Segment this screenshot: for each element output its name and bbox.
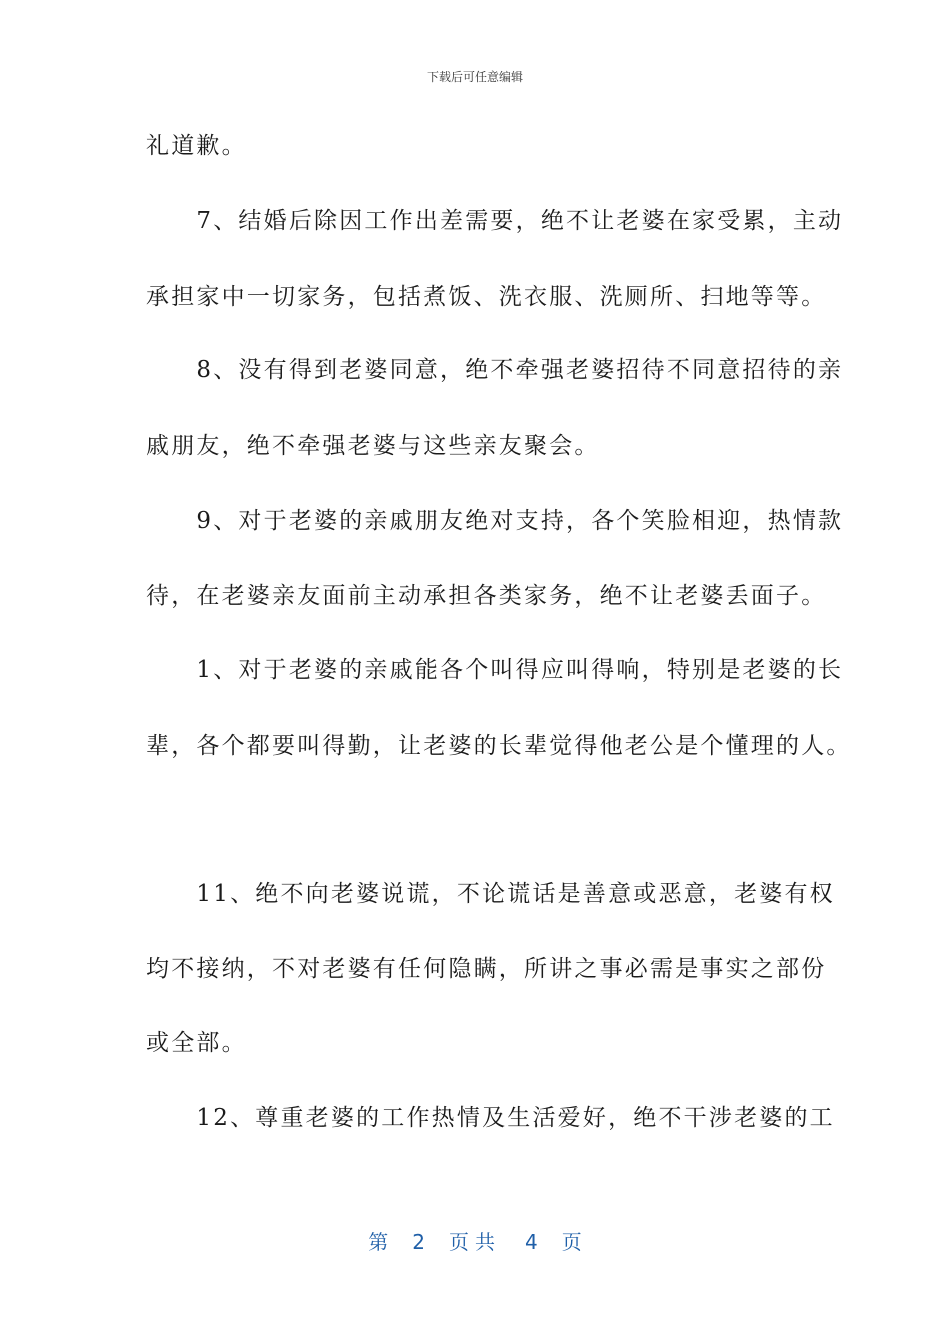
text-line: 礼道歉。 <box>146 133 247 159</box>
text-line: 辈，各个都要叫得勤，让老婆的长辈觉得他老公是个懂理的人。 <box>146 733 852 759</box>
page-footer <box>0 1226 950 1255</box>
text-line: 均不接纳，不对老婆有任何隐瞒，所讲之事必需是事实之部份 <box>146 956 827 982</box>
text-line: 待，在老婆亲友面前主动承担各类家务，绝不让老婆丢面子。 <box>146 583 827 609</box>
text-line: 11、绝不向老婆说谎，不论谎话是善意或恶意，老婆有权 <box>146 881 835 907</box>
text-line: 戚朋友，绝不牵强老婆与这些亲友聚会。 <box>146 433 600 459</box>
text-line: 8、没有得到老婆同意，绝不牵强老婆招待不同意招待的亲 <box>146 357 844 383</box>
page-label-suffix: 页 <box>561 1230 582 1254</box>
current-page-number: 2 <box>412 1230 425 1254</box>
text-line: 12、尊重老婆的工作热情及生活爱好，绝不干涉老婆的工 <box>146 1105 835 1131</box>
text-line: 7、结婚后除因工作出差需要，绝不让老婆在家受累，主动 <box>146 208 844 234</box>
text-line: 9、对于老婆的亲戚朋友绝对支持，各个笑脸相迎，热情款 <box>146 508 844 534</box>
text-line: 1、对于老婆的亲戚能各个叫得应叫得响，特别是老婆的长 <box>146 657 844 683</box>
header-note: 下载后可任意编辑 <box>426 70 523 84</box>
page-label-prefix: 第 <box>368 1230 389 1254</box>
page-label-middle: 页共 <box>449 1230 501 1254</box>
text-line: 或全部。 <box>146 1030 247 1056</box>
text-line: 承担家中一切家务，包括煮饭、洗衣服、洗厕所、扫地等等。 <box>146 284 827 310</box>
total-pages-number: 4 <box>525 1230 538 1254</box>
